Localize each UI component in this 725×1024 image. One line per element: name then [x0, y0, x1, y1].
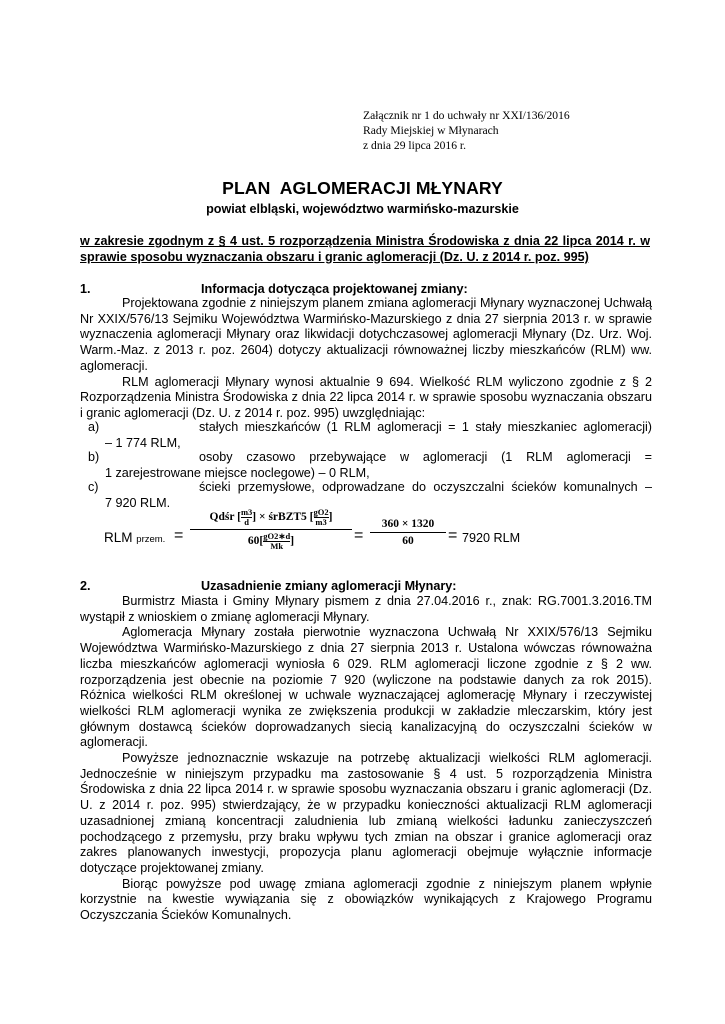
- formula-label-subscript: przem.: [136, 534, 166, 545]
- formula-fraction-general: [190, 508, 352, 551]
- list-item-text: osoby czasowo przebywające w aglomeracji (1 RLM aglomeracji =: [199, 450, 652, 464]
- list-item-text: ścieki przemysłowe, odprowadzane do oczyszczalni ścieków komunalnych –: [199, 480, 652, 494]
- list-item-c: [88, 480, 652, 511]
- list-item-letter: a): [88, 420, 100, 434]
- section-2-body: [80, 594, 652, 924]
- formula-label-main: RLM: [104, 530, 133, 545]
- equals-sign: =: [174, 527, 184, 544]
- fraction-denominator: 60[ $\frac{gO2∗d}{Mk}$ ]: [247, 531, 295, 551]
- formula-fraction-values: [370, 518, 446, 547]
- annex-line-1: Załącznik nr 1 do uchwały nr XXI/136/2016: [363, 109, 570, 122]
- annex-line-2: Rady Miejskiej w Młynarach: [363, 124, 499, 137]
- document-title: PLAN AGLOMERACJI MŁYNARY: [222, 178, 503, 198]
- formula-result: 7920 RLM: [462, 531, 521, 545]
- scope-statement: w zakresie zgodnym z § 4 ust. 5 rozporządzenia Ministra Środowiska z dnia 22 lipca 2014 r. w sprawie sposobu wyznaczania obszaru i granic aglomeracji (Dz. U. z 2014 r. poz. 995): [80, 234, 650, 264]
- document-subtitle: powiat elbląski, województwo warmińsko-mazurskie: [206, 202, 519, 216]
- paragraph: Aglomeracja Młynary została pierwotnie wyznaczona Uchwałą Nr XXIX/576/13 Sejmiku Województwa Warmińsko-Mazurskiego z dnia 27 sierpnia 2013 r. Ustalona wówczas równoważna liczba mieszkańców aglomeracji wyniosła 6 029. RLM aglomeracji liczone zgodnie z § 2 ww. rozporządzenia jest obecnie na poziomie 7 920 (wyliczone na podstawie danych za rok 2015). Różnica wielkości RLM określonej w uchwale wyznaczającej aglomerację Młynary i rzeczywistej wielkości RLM aglomeracji wynika ze zwiększenia produkcji w zakładzie mleczarskim, który jest głównym dostawcą ścieków doprowadzanych siecią kanalizacyjną do oczyszczalni ścieków w aglomeracji.: [80, 625, 652, 750]
- paragraph: Powyższe jednoznacznie wskazuje na potrzebę aktualizacji wielkości RLM aglomeracji. Jednocześnie w niniejszym przypadku ma zastosowanie § 4 ust. 5 rozporządzenia Ministra Środowiska z dnia 22 lipca 2014 r. w sprawie sposobu wyznaczania obszaru i granic aglomeracji (Dz. U. z 2014 r. poz. 995) stwierdzający, że w przypadku konieczności aktualizacji RLM aglomeracji uzasadnionej zmianą koncentracji zaludnienia lub zmianą wielkości ładunku zanieczyszczeń pochodzącego z przemysłu, przy braku wpływu tych zmian na obszar i granice aglomeracji oraz zakres planowanych inwestycji, propozycja planu aglomeracji obejmuje wyłącznie informacje dotyczące projektowanej zmiany.: [80, 751, 652, 875]
- unit-fraction: [241, 508, 252, 527]
- list-item-continuation: 1 zarejestrowane miejsce noclegowe) – 0 RLM,: [105, 465, 370, 480]
- list-item-text: stałych mieszkańców (1 RLM aglomeracji = 1 stały mieszkaniec aglomeracji): [199, 420, 652, 434]
- annex-line-3: z dnia 29 lipca 2016 r.: [363, 139, 467, 152]
- unit-top: m3: [240, 507, 253, 517]
- formula-label: [104, 530, 165, 545]
- fraction-numerator: Qdśr [ $\frac{m3}{d}$ ] × śrBZT5 [ $\frac{gO2}{m3}$ ]: [209, 507, 333, 527]
- section-2-number: 2.: [80, 579, 91, 593]
- fraction-bar: [190, 529, 352, 530]
- unit-bottom: Mk: [270, 541, 284, 551]
- list-item-b: [88, 450, 652, 481]
- annex-note: [363, 108, 570, 153]
- list-item-continuation: – 1 774 RLM,: [105, 435, 181, 450]
- section-2-heading: Uzasadnienie zmiany aglomeracji Młynary:: [201, 579, 457, 593]
- unit-bottom: m3: [315, 517, 327, 527]
- list-item-a: [88, 420, 652, 451]
- unit-bottom: d: [244, 517, 249, 527]
- unit-fraction: [263, 532, 290, 551]
- equals-sign: =: [354, 527, 364, 544]
- list-item-continuation: 7 920 RLM.: [105, 495, 171, 510]
- section-1-heading: Informacja dotycząca projektowanej zmiany:: [201, 282, 468, 296]
- paragraph: Burmistrz Miasta i Gminy Młynary pismem z dnia 27.04.2016 r., znak: RG.7001.3.2016.TM wystąpił z wnioskiem o zmianę aglomeracji Młynary.: [80, 594, 652, 624]
- unit-top: gO2∗d: [263, 531, 291, 541]
- bod-symbol: × śrBZT5: [259, 511, 307, 524]
- section-1-number: 1.: [80, 282, 91, 296]
- paragraph: RLM aglomeracji Młynary wynosi aktualnie 9 694. Wielkość RLM wyliczono zgodnie z § 2 Rozporządzenia Ministra Środowiska z dnia 22 lipca 2014 r. w sprawie sposobu wyznaczania obszaru i granic aglomeracji (Dz. U. z 2014 r. poz. 995) uwzględniając:: [80, 374, 652, 420]
- denominator-value: 60: [247, 535, 260, 548]
- paragraph: Projektowana zgodnie z niniejszym planem zmiana aglomeracji Młynary wyznaczonej Uchwałą Nr XXIX/576/13 Sejmiku Województwa Warmińsko-Mazurskiego z dnia 27 sierpnia 2013 r. w sprawie wyznaczenia aglomeracji Młynary oraz likwidacji dotychczasowej aglomeracji Młynary (Dz. Urz. Woj. Warm.-Maz. z 2013 r. poz. 2604) dotyczy aktualizacji równoważnej liczby mieszkańców (RLM) ww. aglomeracji.: [80, 296, 652, 373]
- equals-sign: =: [448, 527, 458, 544]
- fraction-denominator: 60: [402, 535, 414, 547]
- rlm-formula: [104, 508, 544, 570]
- unit-top: gO2: [313, 507, 329, 517]
- paragraph: Biorąc powyższe pod uwagę zmiana aglomeracji zgodnie z niniejszym planem wpłynie korzystnie na kwestie wywiązania się z obowiązków wynikających z Krajowego Programu Oczyszczania Ścieków Komunalnych.: [80, 876, 652, 923]
- unit-fraction: [314, 508, 329, 527]
- section-1-body: [80, 296, 652, 422]
- flow-symbol: Qdśr: [209, 511, 235, 524]
- fraction-numerator: 360 × 1320: [381, 518, 435, 530]
- fraction-bar: [370, 532, 446, 533]
- list-item-letter: c): [88, 480, 99, 494]
- list-item-letter: b): [88, 450, 100, 464]
